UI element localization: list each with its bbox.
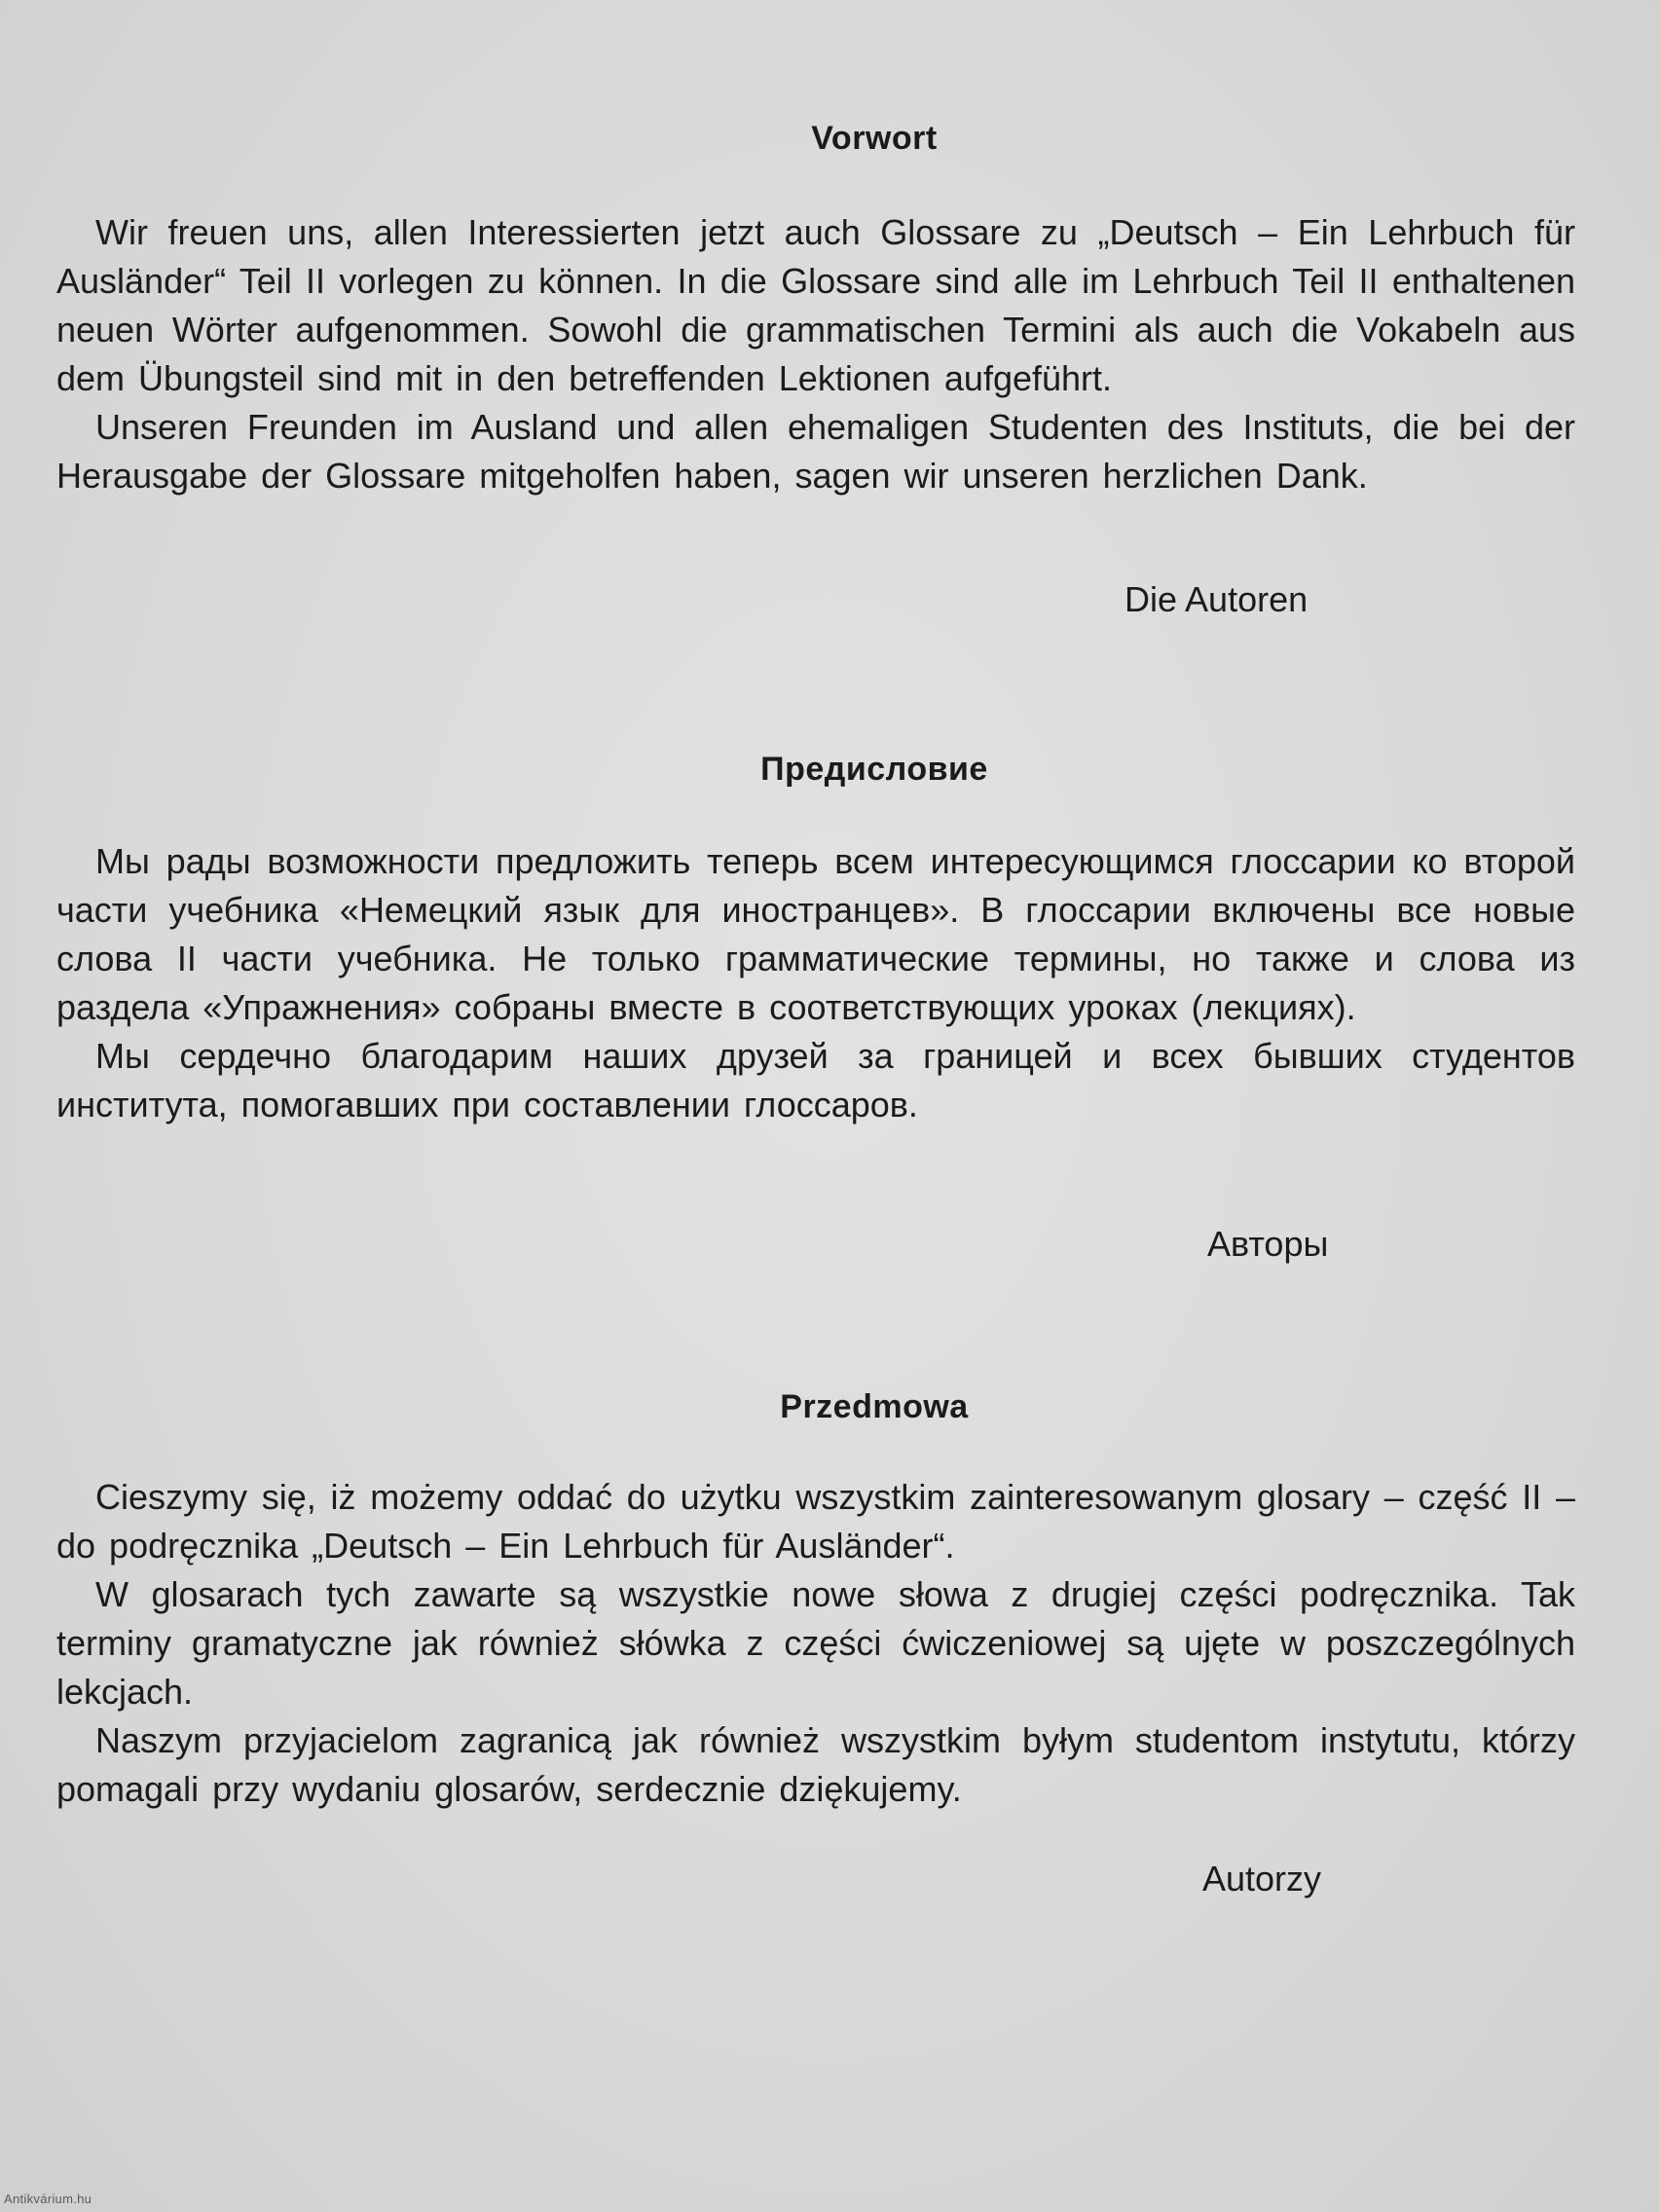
- preface-russian: [56, 750, 1575, 1129]
- section-body: [56, 208, 1575, 500]
- paragraph: W glosarach tych zawarte są wszystkie nowe słowa z drugiej części podręcznika. Tak terminy gramatyczne jak również słówka z części ćwiczeniowej są ujęte w poszczególnych lekcjach.: [56, 1574, 1575, 1712]
- signature: Авторы: [1207, 1224, 1329, 1264]
- paragraph: Мы рады возможности предложить теперь всем интересующимся глоссарии ко второй части учебника «Немецкий язык для иностранцев». В глоссарии включены все новые слова II части учебника. Не только грамматические термины, но также и слова из раздела «Упражнения» собраны вместе в соответствующих уроках (лекциях).: [56, 841, 1575, 1027]
- signature: Autorzy: [1202, 1859, 1322, 1899]
- preface-polish: [56, 1387, 1575, 1814]
- paragraph: Cieszymy się, iż możemy oddać do użytku wszystkim zainteresowanym glosary – część II – do podręcznika „Deutsch – Ein Lehrbuch für Ausländer“.: [56, 1477, 1575, 1566]
- section-title: Предисловие: [760, 751, 988, 788]
- section-title: Vorwort: [811, 120, 938, 157]
- paragraph: Wir freuen uns, allen Interessierten jetzt auch Glossare zu „Deutsch – Ein Lehrbuch für Ausländer“ Teil II vorlegen zu können. In die Glossare sind alle im Lehrbuch Teil II enthaltenen neuen Wörter aufgenommen. Sowohl die grammatischen Termini als auch die Vokabeln aus dem Übungsteil sind mit in den betreffenden Lektionen aufgeführt.: [56, 212, 1575, 398]
- section-body: [56, 837, 1575, 1129]
- signature: Die Autoren: [1124, 579, 1309, 619]
- paragraph: Naszym przyjacielom zagranicą jak również wszystkim byłym studentom instytutu, którzy pomagali przy wydaniu glosarów, serdecznie dziękujemy.: [56, 1720, 1575, 1809]
- section-body: [56, 1473, 1575, 1814]
- watermark: Antikvárium.hu: [4, 2192, 92, 2206]
- section-title: Przedmowa: [780, 1388, 969, 1425]
- paragraph: Unseren Freunden im Ausland und allen ehemaligen Studenten des Instituts, die bei der Herausgabe der Glossare mitgeholfen haben, sagen wir unseren herzlichen Dank.: [56, 407, 1575, 496]
- preface-german: [56, 119, 1575, 500]
- paragraph: Мы сердечно благодарим наших друзей за границей и всех бывших студентов института, помогавших при составлении глоссаров.: [56, 1036, 1575, 1124]
